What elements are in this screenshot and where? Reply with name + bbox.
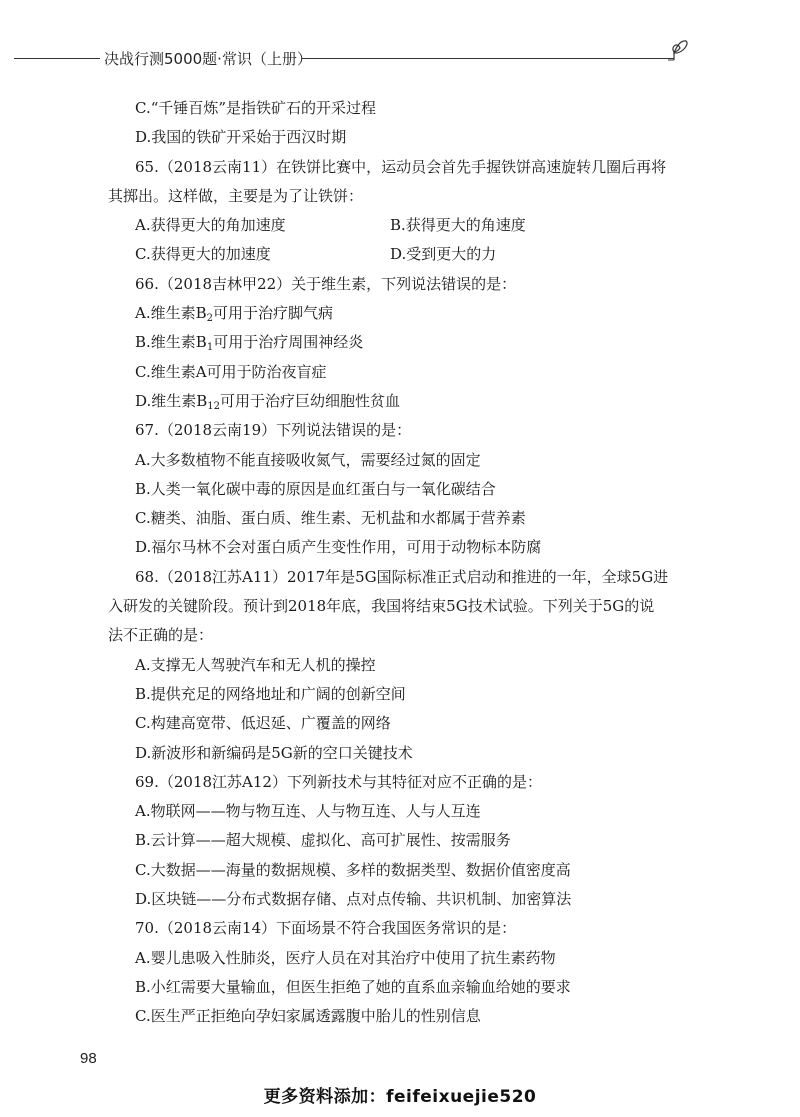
question-stem: 69.（2018江苏A12）下列新技术与其特征对应不正确的是： <box>135 772 542 791</box>
header-title: 决战行测5000题·常识（上册） <box>104 50 312 68</box>
header-rule-left <box>14 58 100 59</box>
option-text-part: 可用于治疗脚气病 <box>213 304 334 323</box>
option-line <box>108 328 708 357</box>
question-stem-continued: 其掷出。这样做，主要是为了让铁饼： <box>108 186 364 205</box>
option-pair-row <box>108 211 708 240</box>
question-stem: 70.（2018云南14）下面场景不符合我国医务常识的是： <box>135 919 517 938</box>
option-line: D.区块链——分布式数据存储、点对点传输、共识机制、加密算法 <box>135 890 572 909</box>
option-line: B.小红需要大量输血，但医生拒绝了她的直系血亲输血给她的要求 <box>135 977 571 996</box>
option-line: C.大数据——海量的数据规模、多样的数据类型、数据价值密度高 <box>135 860 571 879</box>
option-text-part: 可用于治疗周围神经炎 <box>213 333 364 352</box>
option-line: A.大多数植物不能直接吸收氮气，需要经过氮的固定 <box>135 450 481 469</box>
option-line: C.医生严正拒绝向孕妇家属透露腹中胎儿的性别信息 <box>135 1007 481 1026</box>
option-text-part: B.维生素B <box>135 333 207 352</box>
question-stem: 67.（2018云南19）下列说法错误的是： <box>135 421 412 440</box>
sprout-icon <box>668 38 702 68</box>
option-line: C.维生素A可用于防治夜盲症 <box>135 362 327 381</box>
option-line: C.“千锤百炼”是指铁矿石的开采过程 <box>135 99 377 117</box>
option-line: D.福尔马林不会对蛋白质产生变性作用，可用于动物标本防腐 <box>135 538 542 557</box>
option-line: D.我国的铁矿开采始于西汉时期 <box>135 128 347 147</box>
option-line: B.人类一氧化碳中毒的原因是血红蛋白与一氧化碳结合 <box>135 479 496 498</box>
subscript: 12 <box>207 400 221 412</box>
option-pair-row <box>108 240 708 269</box>
option-line <box>108 387 708 416</box>
question-stem-continued: 法不正确的是： <box>108 626 214 645</box>
header-rule-right <box>302 58 674 59</box>
running-header <box>0 38 800 78</box>
option-line: B.提供充足的网络地址和广阔的创新空间 <box>135 684 406 703</box>
option-line: B.云计算——超大规模、虚拟化、高可扩展性、按需服务 <box>135 831 511 850</box>
option-line: A.物联网——物与物互连、人与物互连、人与人互连 <box>135 802 481 821</box>
option-line: A.支撑无人驾驶汽车和无人机的操控 <box>135 655 376 674</box>
subscript: 1 <box>206 342 214 354</box>
question-stem: 66.（2018吉林甲22）关于维生素，下列说法错误的是： <box>135 274 517 293</box>
question-list <box>108 94 708 1032</box>
option-line: A.婴儿患吸入性肺炎，医疗人员在对其治疗中使用了抗生素药物 <box>135 948 556 967</box>
option-text-part: A.维生素B <box>135 304 207 323</box>
option-text: D.受到更大的力 <box>390 245 497 264</box>
option-line <box>108 299 708 328</box>
footer-note: 更多资料添加：feifeixuejie520 <box>263 1087 537 1107</box>
subscript: 2 <box>206 313 213 325</box>
option-line: C.糖类、油脂、蛋白质、维生素、无机盐和水都属于营养素 <box>135 509 526 528</box>
option-text-part: D.维生素B <box>135 391 208 410</box>
question-stem: 68.（2018江苏A11）2017年是5G国际标准正式启动和推进的一年，全球5G进 <box>135 567 669 586</box>
page-number: 98 <box>80 1050 97 1067</box>
question-stem-continued: 入研发的关键阶段。预计到2018年底，我国将结束5G技术试验。下列关于5G的说 <box>108 597 655 616</box>
option-text: B.获得更大的角速度 <box>390 216 526 235</box>
option-line: D.新波形和新编码是5G新的空口关键技术 <box>135 743 413 762</box>
option-text: C.获得更大的加速度 <box>135 245 271 264</box>
option-text-part: 可用于治疗巨幼细胞性贫血 <box>220 391 401 410</box>
option-text: A.获得更大的角加速度 <box>135 216 286 235</box>
option-line: C.构建高宽带、低迟延、广覆盖的网络 <box>135 714 391 733</box>
question-stem: 65.（2018云南11）在铁饼比赛中，运动员会首先手握铁饼高速旋转几圈后再将 <box>135 157 667 176</box>
